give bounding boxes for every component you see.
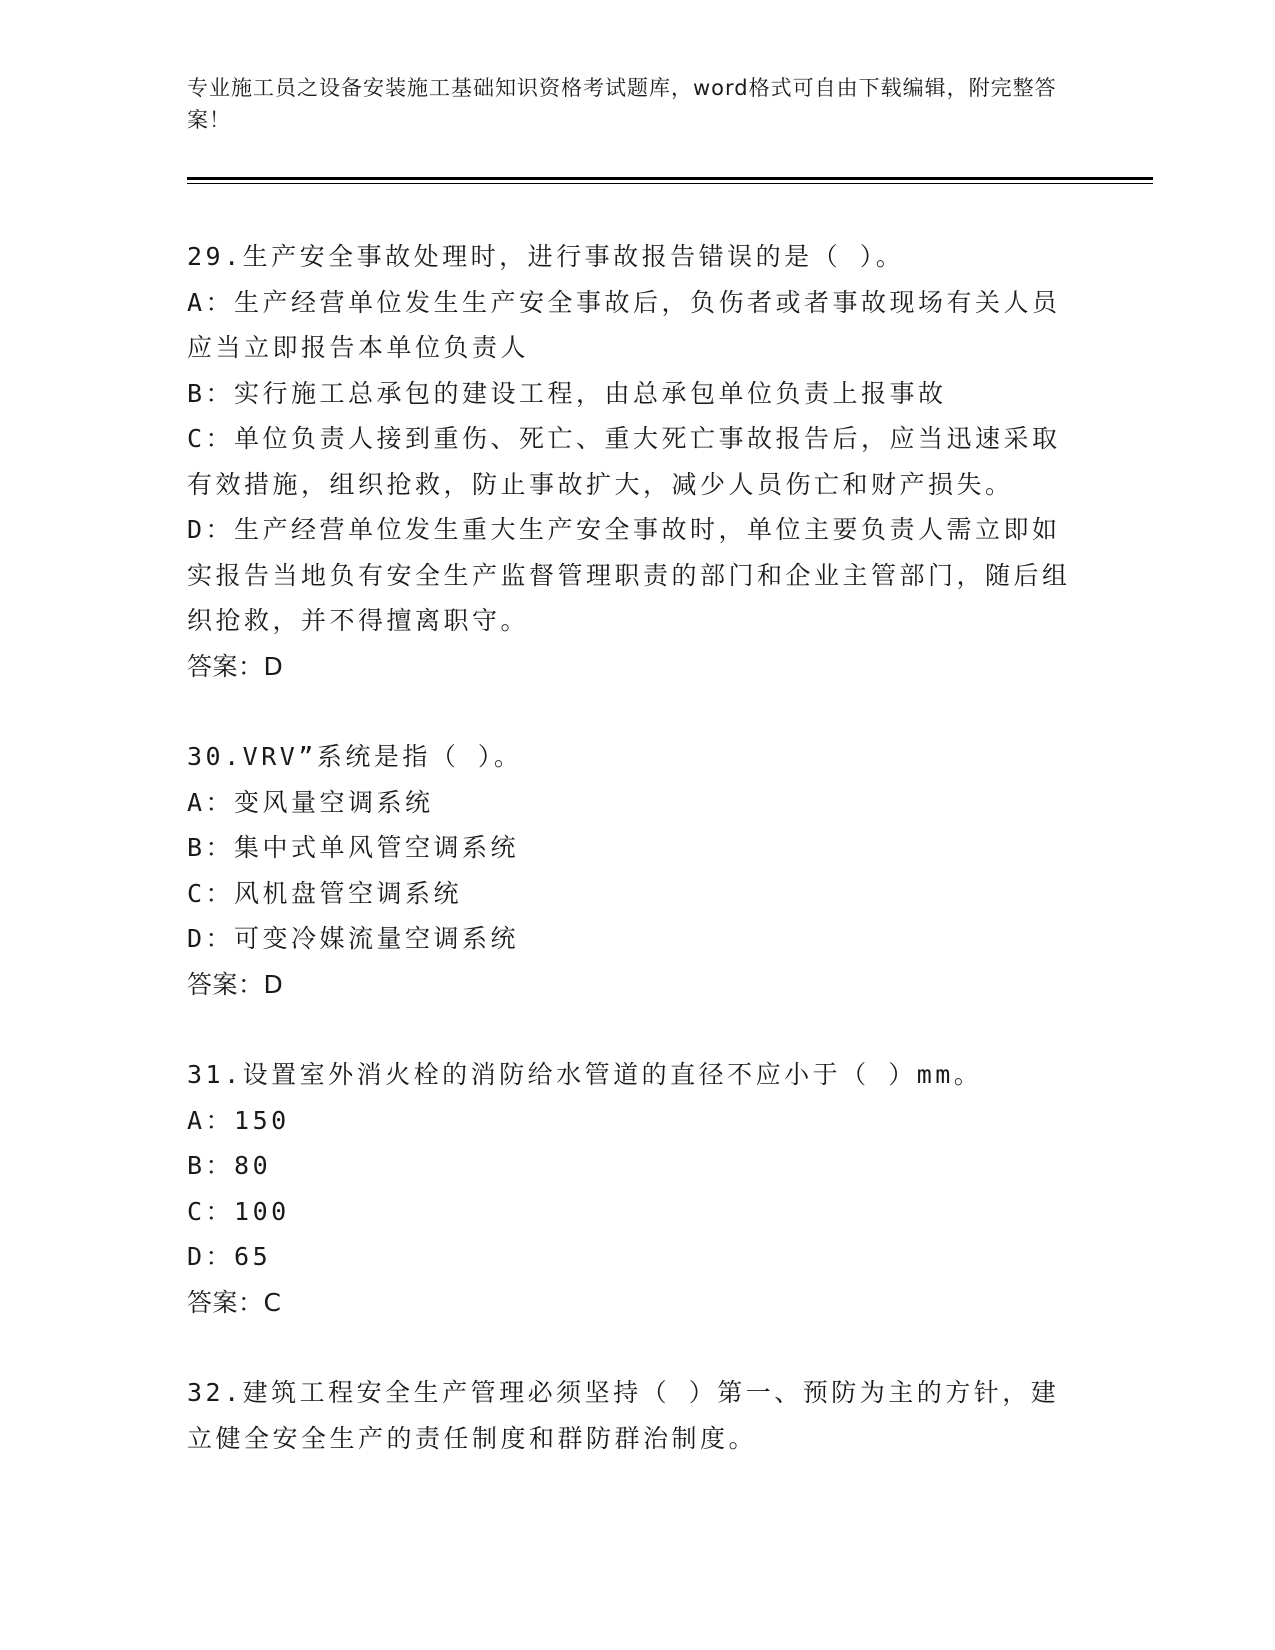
answer-text: 答案：D <box>187 969 284 999</box>
option-b: B：集中式单风管空调系统 <box>187 833 520 862</box>
document-header: 专业施工员之设备安装施工基础知识资格考试题库，word格式可自由下载编辑，附完整答案！ <box>187 76 1057 132</box>
header-divider-thin <box>187 183 1153 184</box>
question-stem: 29.生产安全事故处理时，进行事故报告错误的是（ ）。 <box>187 242 905 271</box>
option-a: A：生产经营单位发生生产安全事故后，负伤者或者事故现场有关人员应当立即报告本单位负责人 <box>187 287 1061 362</box>
option-c: C：单位负责人接到重伤、死亡、重大死亡事故报告后，应当迅速采取有效措施，组织抢救，防止事故扩大，减少人员伤亡和财产损失。 <box>187 424 1061 499</box>
question-30 <box>187 734 1087 1007</box>
answer-text: 答案：D <box>187 651 284 681</box>
option-b: B：80 <box>187 1151 272 1180</box>
option-b: B：实行施工总承包的建设工程，由总承包单位负责上报事故 <box>187 378 947 408</box>
option-d: D：生产经营单位发生重大生产安全事故时，单位主要负责人需立即如实报告当地负有安全生产监督管理职责的部门和企业主管部门，随后组织抢救，并不得擅离职守。 <box>187 515 1071 635</box>
question-32 <box>187 1370 1087 1461</box>
option-c: C：100 <box>187 1196 290 1226</box>
option-d: D：可变冷媒流量空调系统 <box>187 924 520 953</box>
question-31 <box>187 1052 1087 1325</box>
option-c: C：风机盘管空调系统 <box>187 878 463 908</box>
question-stem: 31.设置室外消火栓的消防给水管道的直径不应小于（ ）mm。 <box>187 1060 983 1089</box>
header-divider-thick <box>187 177 1153 180</box>
question-stem: 32.建筑工程安全生产管理必须坚持（ ）第一、预防为主的方针，建立健全安全生产的责任制度和群防群治制度。 <box>187 1378 1060 1453</box>
answer-text: 答案：C <box>187 1287 282 1317</box>
question-list <box>187 234 1087 1506</box>
option-a: A：150 <box>187 1105 290 1135</box>
question-stem: 30.VRV”系统是指（ ）。 <box>187 742 523 771</box>
option-d: D：65 <box>187 1242 272 1271</box>
option-a: A：变风量空调系统 <box>187 787 434 817</box>
question-29 <box>187 234 1087 689</box>
